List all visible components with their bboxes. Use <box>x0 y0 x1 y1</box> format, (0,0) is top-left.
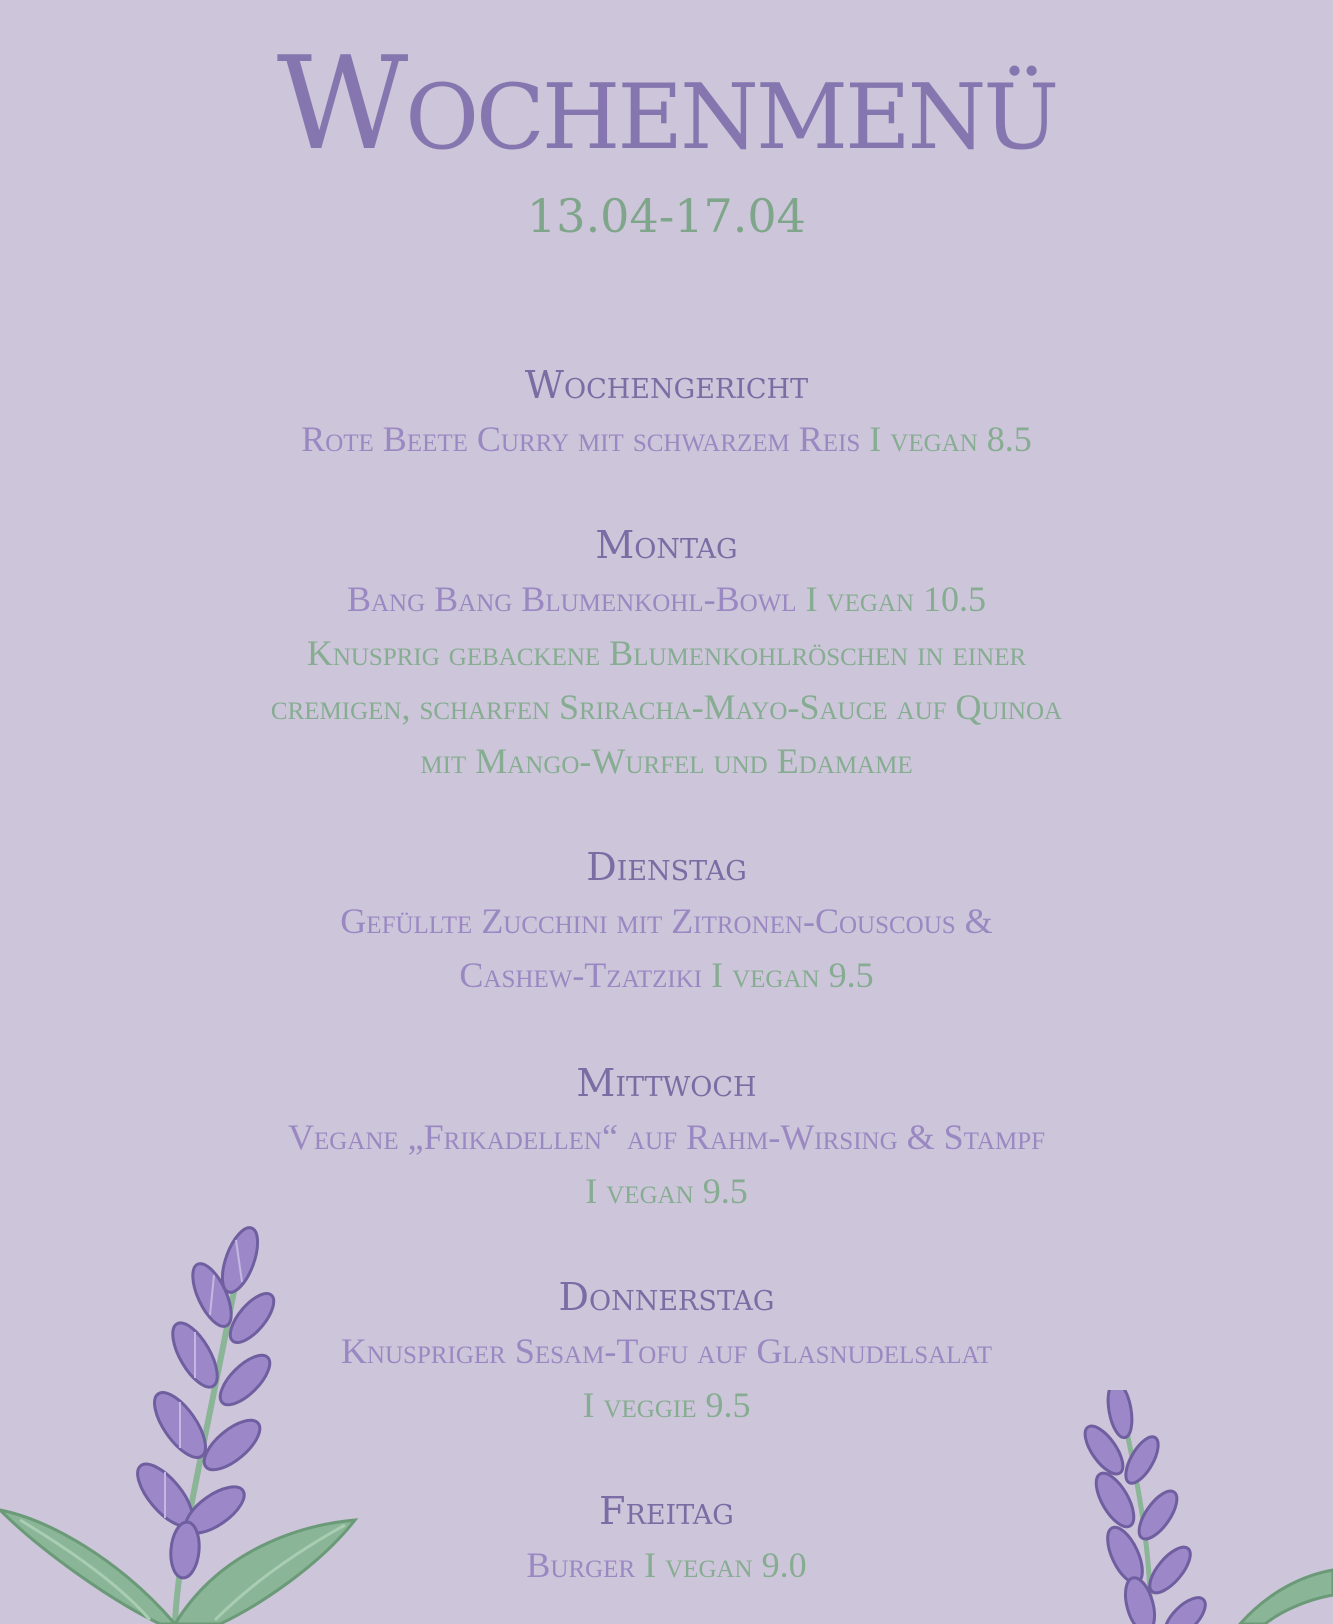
dish-description: mit Mango-Wurfel und Edamame <box>420 741 913 781</box>
section-dienstag <box>100 840 1233 1002</box>
diet-price-tag: I vegan 10.5 <box>796 579 987 619</box>
section-heading: Montag <box>595 523 738 567</box>
dish-name: Gefüllte Zucchini mit Zitronen-Couscous & <box>340 901 993 941</box>
dish-description: Knusprig gebackene Blumenkohlröschen in einer <box>306 633 1027 673</box>
diet-price-tag: I vegan 9.5 <box>585 1171 748 1211</box>
section-heading: Wochengericht <box>524 363 809 407</box>
section-heading: Dienstag <box>586 845 747 889</box>
dish-name: Rote Beete Curry mit schwarzem Reis <box>301 419 861 459</box>
section-heading: Freitag <box>599 1489 734 1533</box>
diet-price-tag: I veggie 9.5 <box>582 1385 751 1425</box>
section-heading: Mittwoch <box>576 1061 757 1105</box>
date-range: 13.04-17.04 <box>527 189 806 243</box>
page-title: Wochenmenü <box>276 30 1057 179</box>
dish-name: Cashew-Tzatziki <box>459 955 703 995</box>
section-wochengericht <box>100 358 1233 466</box>
dish-line <box>100 572 1233 626</box>
dish-name: Burger <box>526 1545 645 1585</box>
section-montag <box>100 518 1233 788</box>
dish-name: Vegane „Frikadellen“ auf Rahm-Wirsing & Stampf <box>287 1117 1046 1157</box>
diet-price-tag: I vegan 9.5 <box>702 955 874 995</box>
lavender-sprig-icon <box>1080 1390 1333 1624</box>
dish-description: cremigen, scharfen Sriracha-Mayo-Sauce auf Quinoa <box>270 687 1063 727</box>
lavender-sprig-icon <box>0 1220 360 1624</box>
dish-line <box>100 1164 1233 1218</box>
section-mittwoch <box>100 1056 1233 1218</box>
dish-line <box>100 894 1233 948</box>
dish-name: Bang Bang Blumenkohl-Bowl <box>346 579 797 619</box>
dish-name: Knuspriger Sesam-Tofu auf Glasnudelsalat <box>340 1331 993 1371</box>
diet-price-tag: I vegan 8.5 <box>860 419 1032 459</box>
section-heading: Donnerstag <box>558 1275 775 1319</box>
dish-line <box>100 948 1233 1002</box>
dish-line <box>100 1110 1233 1164</box>
diet-price-tag: I vegan 9.0 <box>644 1545 807 1585</box>
dish-line <box>100 412 1233 466</box>
